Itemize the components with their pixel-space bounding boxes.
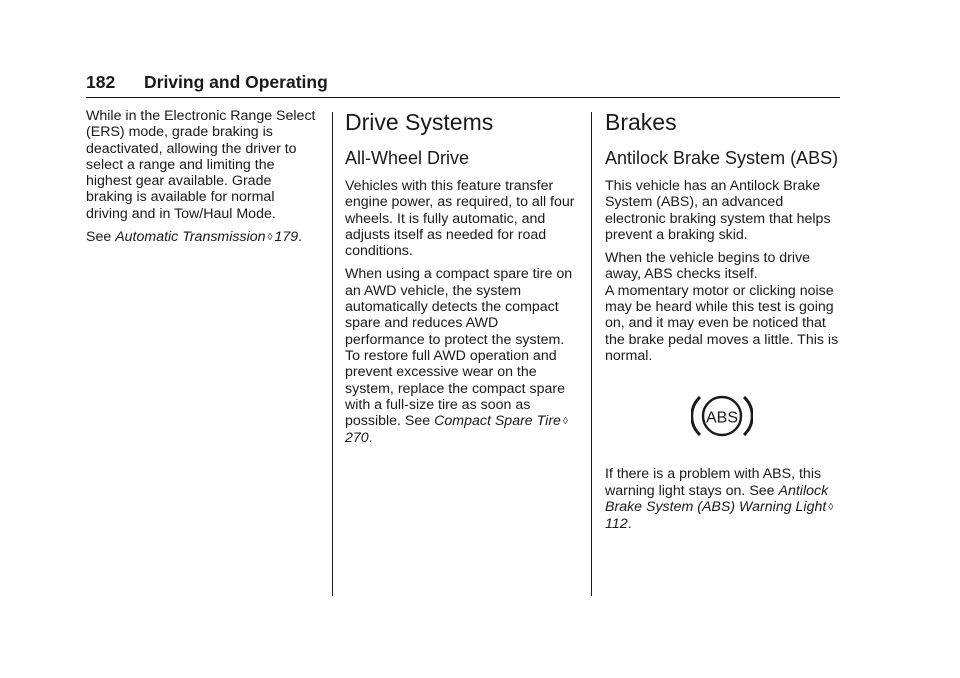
abs-icon-text: ABS [705,409,739,427]
page-ref-arrow-icon: ◊ [267,232,273,244]
page-ref-179[interactable]: 179 [274,229,299,246]
see-paragraph [86,229,318,246]
abs-paragraph-4 [605,466,841,532]
xref-abs-warning-light[interactable]: Antilock Brake System (ABS) Warning Light [605,482,829,515]
see-suffix: . [298,229,303,246]
drive-systems-heading: Drive Systems [345,109,494,135]
awd-paragraph-2-text: When using a compact spare tire on an AWD vehicle, the system automatically detects the compact spare and reduces AWD performance to protect the system. To restore full AWD operation and prevent excessive wear on the system, replace the compact spare with a full-size tire as soon as possible. See [345,266,573,430]
xref-compact-spare-tire[interactable]: Compact Spare Tire [434,413,561,430]
ers-paragraph: While in the Electronic Range Select (ERS) mode, grade braking is deactivated, allowing the driver to select a range and limiting the highest gear available. Grade braking is available for normal driving and in Tow/Haul Mode. [86,108,316,222]
abs-suffix: . [627,516,632,533]
abs-paragraph-4-text: If there is a problem with ABS, this warning light stays on. See [605,466,822,499]
awd-paragraph-2 [345,266,580,446]
page-number: 182 [86,72,116,92]
header-rule [86,97,840,98]
abs-warning-light-icon [691,392,753,440]
page-header [86,72,840,96]
abs-heading: Antilock Brake System (ABS) [605,148,839,168]
abs-paragraph-3: A momentary motor or clicking noise may be heard while this test is going on, and it may even be noticed that the brake pedal moves a little. This is normal. [605,282,839,364]
page-ref-arrow-icon: ◊ [828,501,834,513]
abs-paragraph-2: When the vehicle begins to drive away, ABS checks itself. [605,250,811,283]
awd-suffix: . [368,430,373,447]
brakes-heading: Brakes [605,109,677,135]
page-ref-270[interactable]: 270 [345,430,369,447]
awd-paragraph-1: Vehicles with this feature transfer engine power, as required, to all four wheels. It is fully automatic, and adjusts itself as needed for road conditions. [345,178,575,260]
column-3 [605,109,841,539]
column-divider-2 [591,112,592,596]
column-divider-1 [332,112,333,596]
column-1 [86,108,318,253]
page-ref-112[interactable]: 112 [605,516,628,533]
see-prefix: See [86,229,116,246]
page-ref-arrow-icon: ◊ [562,416,568,428]
section-title: Driving and Operating [144,72,328,92]
column-2 [345,109,580,454]
all-wheel-drive-heading: All-Wheel Drive [345,148,470,168]
abs-paragraph-1: This vehicle has an Antilock Brake System (ABS), an advanced electronic braking system that helps prevent a braking skid. [605,178,831,243]
xref-automatic-transmission[interactable]: Automatic Transmission [115,229,266,246]
